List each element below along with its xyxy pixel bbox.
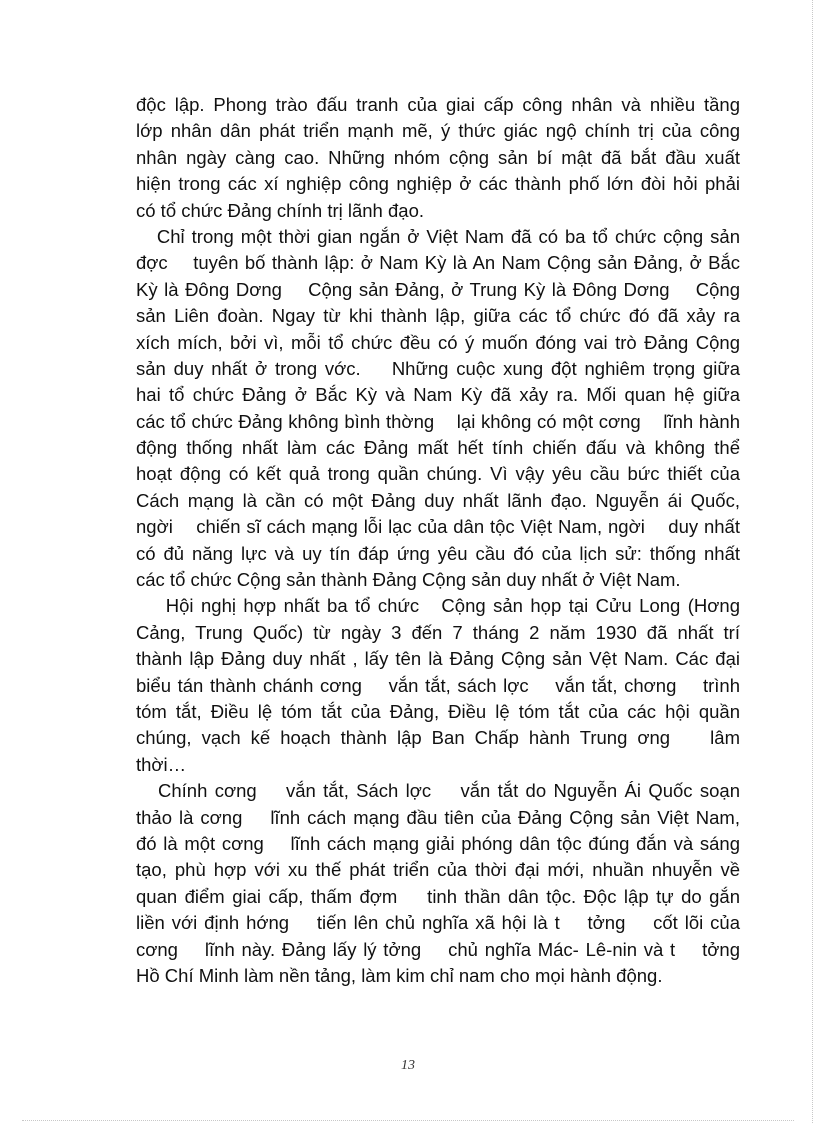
text-line: tóm tắt, Điều lệ tóm tắt của Đảng, Điều lệ tóm tắt của các hội quần	[136, 700, 740, 722]
text-line: thời…	[136, 753, 187, 775]
text-line: các tổ chức Đảng không bình thờng lại không có một cơng lĩnh hành	[136, 410, 740, 432]
text-line: biểu tán thành chánh cơng vắn tắt, sách lợc vắn tắt, chơng trình	[136, 674, 740, 696]
text-line: ngời chiến sĩ cách mạng lỗi lạc của dân tộc Việt Nam, ngời duy nhất	[136, 516, 740, 538]
text-line: sản duy nhất ở trong vớc. Những cuộc xung đột nghiêm trọng giữa	[136, 357, 740, 379]
bottom-page-border	[22, 1120, 794, 1121]
text-line: quan điểm giai cấp, thấm đợm tinh thần dân tộc. Độc lập tự do gắn	[136, 885, 740, 907]
text-line: lớp nhân dân phát triển mạnh mẽ, ý thức giác ngộ chính trị của công	[136, 120, 740, 142]
text-line: có đủ năng lực và uy tín đáp ứng yêu cầu đó của lịch sử: thống nhất	[136, 542, 740, 564]
text-line: Hội nghị hợp nhất ba tổ chức Cộng sản họp tại Cửu Long (Hơng	[136, 595, 740, 617]
text-line: sản Liên đoàn. Ngay từ khi thành lập, giữa các tổ chức đó đã xảy ra	[136, 305, 740, 327]
paragraph	[136, 224, 740, 593]
text-line: xích mích, bởi vì, mỗi tổ chức đều có ý muốn đóng vai trò Đảng Cộng	[136, 331, 740, 353]
text-line: độc lập. Phong trào đấu tranh của giai cấp công nhân và nhiều tầng	[136, 94, 740, 115]
text-line: có tổ chức Đảng chính trị lãnh đạo.	[136, 199, 424, 221]
paragraph	[136, 778, 740, 989]
text-line: tạo, phù hợp với xu thế phát triển của thời đại mới, nhuần nhuyễn về	[136, 859, 740, 881]
text-line: Hồ Chí Minh làm nền tảng, làm kim chỉ nam cho mọi hành động.	[136, 964, 663, 986]
right-page-border	[812, 0, 813, 1123]
text-line: Chỉ trong một thời gian ngắn ở Việt Nam đã có ba tổ chức cộng sản	[136, 225, 740, 247]
text-line: hai tổ chức Đảng ở Bắc Kỳ và Nam Kỳ đã xảy ra. Mối quan hệ giữa	[136, 384, 740, 406]
paragraph	[136, 92, 740, 224]
text-line: hiện trong các xí nghiệp công nghiệp ở các thành phố lớn đòi hỏi phải	[136, 173, 740, 195]
text-line: đợc tuyên bố thành lập: ở Nam Kỳ là An Nam Cộng sản Đảng, ở Bắc	[136, 252, 740, 274]
text-line: thành lập Đảng duy nhất , lấy tên là Đảng Cộng sản Vệt Nam. Các đại	[136, 648, 740, 670]
page-number: 13	[401, 1058, 415, 1073]
text-line: liền với định hớng tiến lên chủ nghĩa xã hội là t tởng cốt lõi của	[136, 912, 740, 934]
text-line: Chính cơng vắn tắt, Sách lợc vắn tắt do Nguyễn Ái Quốc soạn	[136, 780, 740, 802]
text-line: các tổ chức Cộng sản thành Đảng Cộng sản duy nhất ở Việt Nam.	[136, 569, 681, 591]
text-line: đó là một cơng lĩnh cách mạng giải phóng dân tộc đúng đắn và sáng	[136, 832, 740, 854]
text-line: hoạt động có kết quả trong quần chúng. Vì vậy yêu cầu bức thiết của	[136, 463, 740, 485]
text-line: cơng lĩnh này. Đảng lấy lý tởng chủ nghĩa Mác- Lê-nin và t tởng	[136, 938, 740, 960]
body-text	[136, 92, 740, 989]
text-line: chúng, vạch kế hoạch thành lập Ban Chấp hành Trung ơng lâm	[136, 727, 740, 749]
paragraph	[136, 593, 740, 778]
text-line: Kỳ là Đông Dơng Cộng sản Đảng, ở Trung Kỳ là Đông Dơng Cộng	[136, 278, 740, 300]
text-line: Cách mạng là cần có một Đảng duy nhất lãnh đạo. Nguyễn ái Quốc,	[136, 489, 740, 511]
text-line: Cảng, Trung Quốc) từ ngày 3 đến 7 tháng 2 năm 1930 đã nhất trí	[136, 621, 740, 643]
text-line: thảo là cơng lĩnh cách mạng đầu tiên của Đảng Cộng sản Việt Nam,	[136, 806, 740, 828]
text-line: nhân ngày càng cao. Những nhóm cộng sản bí mật đã bắt đầu xuất	[136, 146, 740, 168]
text-line: động thống nhất làm các Đảng mất hết tính chiến đấu và không thể	[136, 437, 740, 459]
